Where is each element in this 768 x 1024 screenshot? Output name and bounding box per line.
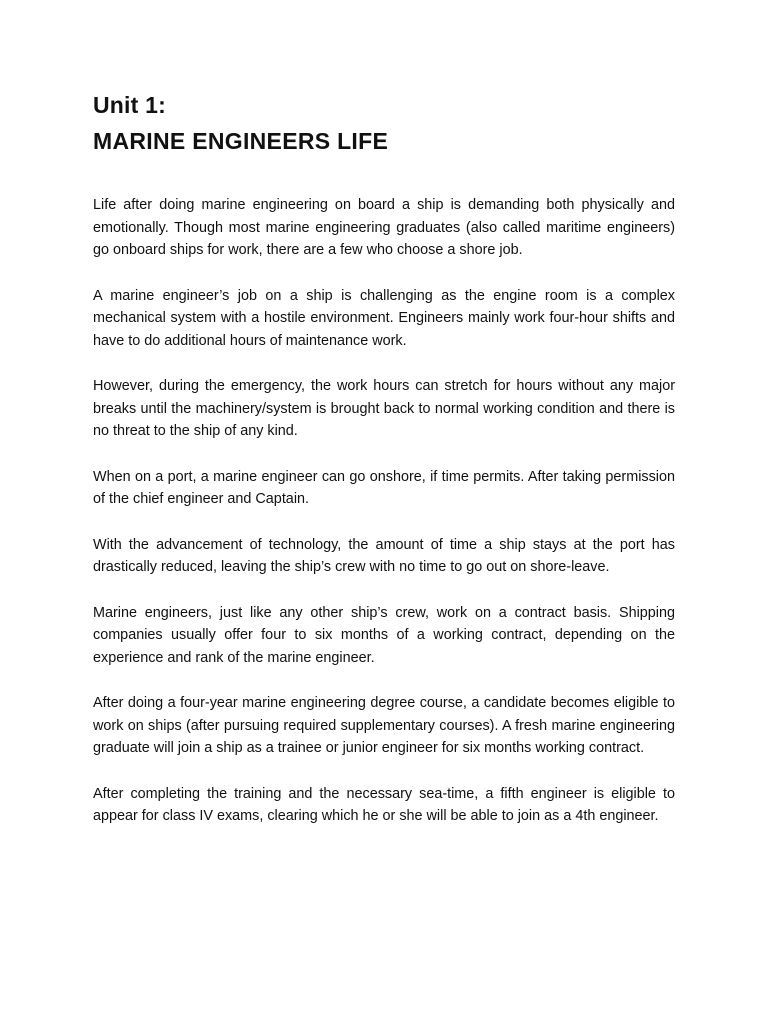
page-title: MARINE ENGINEERS LIFE: [93, 128, 389, 154]
paragraph: A marine engineer’s job on a ship is challenging as the engine room is a complex mechanical system with a hostile environment. Engineers mainly work four-hour shifts and have to do additional hours of maintenance work.: [93, 287, 675, 349]
paragraph: After completing the training and the necessary sea-time, a fifth engineer is eligible to appear for class IV exams, clearing which he or she will be able to join as a 4th engineer.: [93, 785, 675, 824]
paragraph: When on a port, a marine engineer can go onshore, if time permits. After taking permission of the chief engineer and Captain.: [93, 468, 675, 507]
paragraph: With the advancement of technology, the amount of time a ship stays at the port has drastically reduced, leaving the ship’s crew with no time to go out on shore-leave.: [93, 536, 675, 575]
paragraph: After doing a four-year marine engineering degree course, a candidate becomes eligible to work on ships (after pursuing required supplementary courses). A fresh marine engineering graduate will join a ship as a trainee or junior engineer for six months working contract.: [93, 695, 675, 756]
paragraph: Life after doing marine engineering on board a ship is demanding both physically and emotionally. Though most marine engineering graduates (also called maritime engineers) go onboard ships for work, there are a few who choose a shore job.: [93, 197, 675, 258]
body-text: [93, 194, 675, 828]
document-page: [93, 88, 675, 851]
unit-label: Unit 1:: [93, 92, 166, 118]
paragraph: However, during the emergency, the work hours can stretch for hours without any major breaks until the machinery/system is brought back to normal working condition and there is no threat to the ship of any kind.: [93, 378, 675, 439]
paragraph: Marine engineers, just like any other ship’s crew, work on a contract basis. Shipping companies usually offer four to six months of a working contract, depending on the experience and rank of the marine engineer.: [93, 604, 675, 666]
